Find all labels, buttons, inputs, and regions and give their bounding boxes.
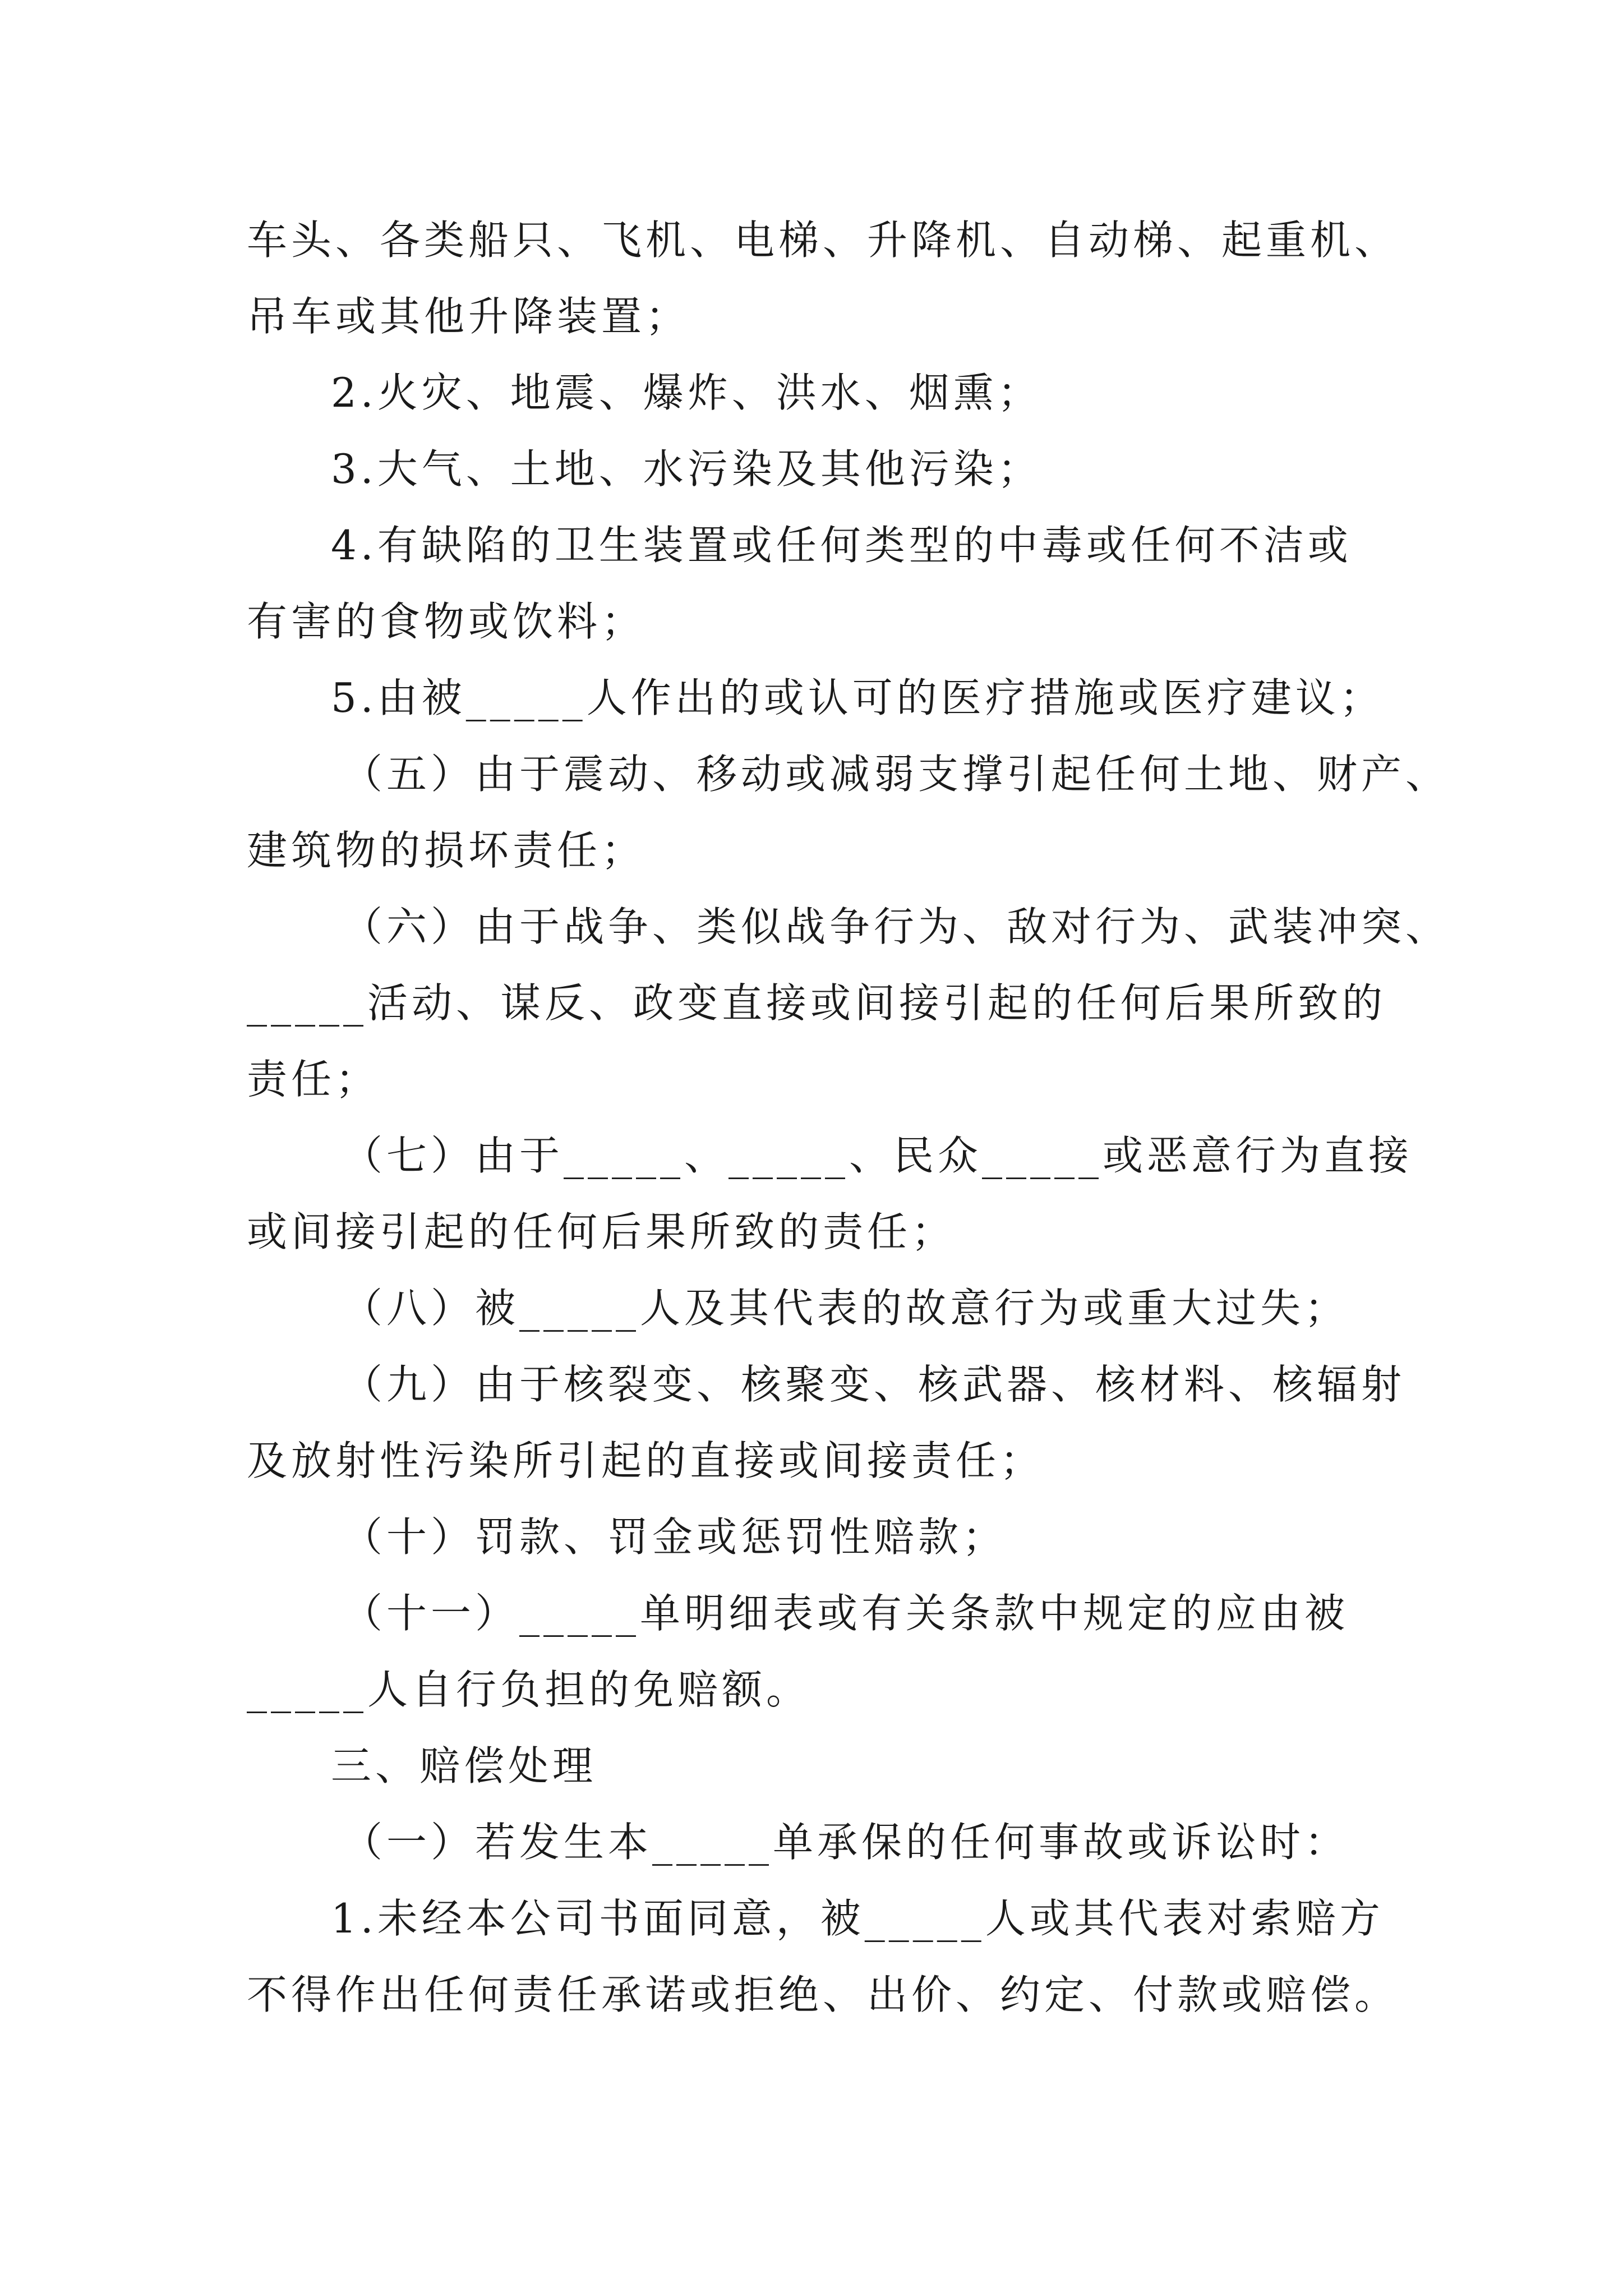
text-line: 3.大气、土地、水污染及其他污染； — [331, 445, 1042, 493]
text-line: 4.有缺陷的卫生装置或任何类型的中毒或任何不洁或 — [331, 522, 1352, 569]
text-line: _____人自行负担的免赔额。 — [247, 1666, 811, 1713]
text-line: 或间接引起的任何后果所致的责任； — [247, 1208, 956, 1255]
text-line: 有害的食物或饮料； — [247, 598, 646, 645]
text-line: （八）被_____人及其代表的故意行为或重大过失； — [342, 1285, 1349, 1332]
text-line: 1.未经本公司书面同意，被_____人或其代表对索赔方 — [331, 1895, 1384, 1942]
text-line: 及放射性污染所引起的直接或间接责任； — [247, 1437, 1045, 1484]
text-line: 建筑物的损坏责任； — [247, 827, 646, 874]
text-line: （一）若发生本_____单承保的任何事故或诉讼时： — [342, 1819, 1349, 1866]
text-line: （六）由于战争、类似战争行为、敌对行为、武装冲突、 — [342, 903, 1450, 950]
text-line: 吊车或其他升降装置； — [247, 293, 690, 340]
text-line: （七）由于_____、_____、民众_____或恶意行为直接 — [342, 1132, 1413, 1179]
text-line: 责任； — [247, 1056, 380, 1103]
text-line: （五）由于震动、移动或减弱支撑引起任何土地、财产、 — [342, 751, 1450, 798]
text-line: 车头、各类船只、飞机、电梯、升降机、自动梯、起重机、 — [247, 217, 1399, 264]
text-line: 5.由被_____人作出的或认可的医疗措施或医疗建议； — [331, 674, 1384, 721]
text-line: 不得作出任何责任承诺或拒绝、出价、约定、付款或赔偿。 — [247, 1971, 1399, 2018]
text-line: _____活动、谋反、政变直接或间接引起的任何后果所致的 — [247, 979, 1387, 1027]
text-line: （九）由于核裂变、核聚变、核武器、核材料、核辐射 — [342, 1361, 1406, 1408]
text-line: （十）罚款、罚金或惩罚性赔款； — [342, 1513, 1007, 1561]
text-line: 2.火灾、地震、爆炸、洪水、烟熏； — [331, 369, 1042, 416]
section-heading: 三、赔偿处理 — [331, 1742, 597, 1789]
text-line: （十一）_____单明细表或有关条款中规定的应由被 — [342, 1590, 1349, 1637]
